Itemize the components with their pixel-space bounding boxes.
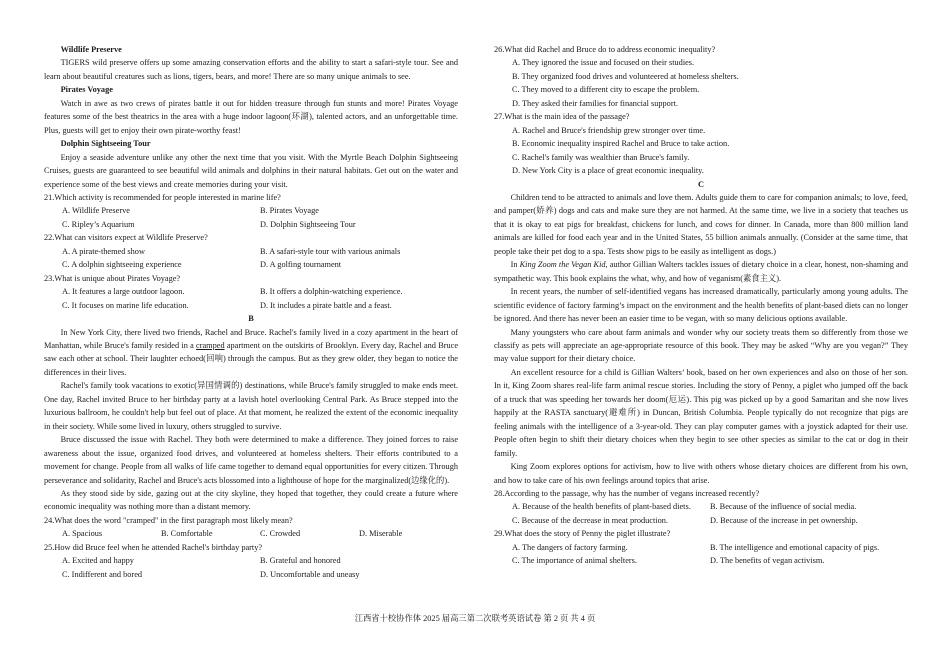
question-stem: 25.How did Bruce feel when he attended Rachel's birthday party? bbox=[44, 542, 263, 552]
option-a: A. A pirate-themed show bbox=[62, 246, 145, 256]
question-22 bbox=[44, 231, 458, 271]
wildlife-text: TIGERS wild preserve offers up some amazing conservation efforts and the ability to start a safari-style tour. See and learn about beautiful creatures such as lions, tigers, bears, and more! There are so many unique animals to see. bbox=[44, 58, 458, 81]
question-stem: 29.What does the story of Penny the piglet illustrate? bbox=[494, 529, 671, 539]
question-29 bbox=[494, 527, 908, 567]
option-d: D. They asked their families for financial support. bbox=[512, 98, 678, 108]
left-column bbox=[44, 43, 458, 581]
passage-c-paragraph-5: An excellent resource for a child is Gillian Walters’ book, based on her own experiences and also on those of her son. In it, King Zoom shares real-life farm animal rescue stories. Including the story of Penny, a piglet who jumped off the back of a truck that was speeding her towards her doom(厄运). This pig was picked up by a good Samaritan and she now lives happily at the RASTA sanctuary(避难所) in Duncan, British Columbia. People typically do not recognize that pigs are feeling animals with the intelligence of a 3-year-old. They can play computer games with a joystick adapted for their use. People often begin to shift their dietary choices when they begin to see other species as similar to the cat or dog in their family. bbox=[494, 367, 908, 458]
option-a: A. They ignored the issue and focused on their studies. bbox=[512, 58, 695, 68]
option-c: C. It focuses on marine life education. bbox=[62, 300, 189, 310]
page-footer: 江西省十校协作体 2025 届高三第二次联考英语试卷 第 2 页 共 4 页 bbox=[354, 614, 596, 623]
option-d: D. Dolphin Sightseeing Tour bbox=[260, 219, 356, 229]
question-stem: 24.What does the word "cramped" in the first paragraph most likely mean? bbox=[44, 515, 293, 525]
option-c: C. A dolphin sightseeing experience bbox=[62, 260, 182, 270]
option-c: C. Indifferent and bored bbox=[62, 569, 143, 579]
option-c: C. Ripley’s Aquarium bbox=[62, 219, 135, 229]
passage-b-paragraph-2: Rachel's family took vacations to exotic(异国情调的) destinations, while Bruce's family struggled to make ends meet. One day, Rachel invited Bruce to her birthday party at a lavish hotel overlooking Central Park. As Bruce stepped into the luxurious ballroom, he couldn't help but feel out of place. At that moment, he realized the extent of the economic inequality in their society. While some lived in luxury, others struggled to survive. bbox=[44, 381, 458, 431]
passage-c-paragraph-1: Children tend to be attracted to animals and love them. Adults guide them to care for companion animals; to love, feed, and pamper(娇养) dogs and cats and make sure they are not harmed. At the same time, we live in a society that teaches us that it is okay to eat pigs for breakfast, chickens for lunch, and cows for dinner. In Canada, more than 800 million land animals are killed for food each year and in the United States, 55 billion animals annually. (Consider at the same time, that people take their pet dog to a spa. Tests show pigs to be easily as intelligent as dogs.) bbox=[494, 192, 908, 256]
question-25 bbox=[44, 541, 458, 581]
question-23 bbox=[44, 272, 458, 312]
passage-b-paragraph-1 bbox=[44, 326, 458, 380]
dolphin-heading: Dolphin Sightseeing Tour bbox=[60, 139, 151, 149]
passage-c-paragraph-2 bbox=[494, 258, 908, 285]
section-c-heading: C bbox=[698, 179, 704, 189]
option-d: D. Miserable bbox=[359, 529, 403, 539]
question-stem: 26.What did Rachel and Bruce do to address economic inequality? bbox=[494, 45, 716, 54]
option-a: A. Because of the health benefits of plant-based diets. bbox=[512, 502, 691, 512]
passage-text: apartment on the outskirts of Brooklyn. Every day, Rachel and Bruce saw each other at school. Their laughter echoed(回响) through the campus. But as they grew older, they began to notice the differences in their lives. bbox=[44, 340, 459, 377]
question-stem: 21.Which activity is recommended for people interested in marine life? bbox=[44, 192, 281, 202]
option-b: B. It offers a dolphin-watching experience. bbox=[260, 287, 403, 297]
option-a: A. It features a large outdoor lagoon. bbox=[62, 287, 185, 297]
option-a: A. Wildlife Preserve bbox=[62, 206, 130, 216]
option-b: B. They organized food drives and volunteered at homeless shelters. bbox=[512, 71, 739, 81]
option-d: D. The benefits of vegan activism. bbox=[710, 556, 825, 566]
option-c: C. They moved to a different city to escape the problem. bbox=[512, 85, 700, 95]
passage-c-paragraph-6: King Zoom explores options for activism, how to live with others whose dietary choices are different from his own, and how to take care of his own feelings around topics that arise. bbox=[494, 462, 908, 485]
option-c: C. Because of the decrease in meat production. bbox=[512, 515, 668, 525]
passage-b-paragraph-4: As they stood side by side, gazing out at the city skyline, they hoped that together, they could create a future where economic inequality was nothing more than a distant memory. bbox=[44, 488, 458, 512]
option-d: D. New York City is a place of great economic inequality. bbox=[512, 166, 704, 176]
option-a: A. Excited and happy bbox=[62, 556, 134, 566]
passage-text: In New York City, there lived two friends, Rachel and Bruce. Rachel's family lived in a cozy apartment in the heart of Manhattan, while Bruce's family resided in a bbox=[44, 327, 458, 350]
option-d: D. Uncomfortable and uneasy bbox=[260, 569, 360, 579]
question-28 bbox=[494, 487, 908, 527]
question-21 bbox=[44, 191, 458, 231]
underlined-word: cramped bbox=[196, 340, 225, 350]
option-d: D. It includes a pirate battle and a feast. bbox=[260, 300, 392, 310]
section-b-heading: B bbox=[248, 314, 254, 324]
option-d: D. Because of the increase in pet ownership. bbox=[710, 515, 858, 525]
question-26 bbox=[494, 43, 908, 110]
option-b: B. A safari-style tour with various animals bbox=[260, 246, 401, 256]
question-27 bbox=[494, 110, 908, 177]
question-stem: 27.What is the main idea of the passage? bbox=[494, 112, 630, 122]
option-b: B. Comfortable bbox=[161, 529, 213, 539]
book-title: King Zoom the Vegan Kid bbox=[519, 260, 606, 270]
wildlife-heading: Wildlife Preserve bbox=[60, 45, 122, 54]
question-stem: 28.According to the passage, why has the number of vegans increased recently? bbox=[494, 488, 760, 498]
passage-c-paragraph-3: In recent years, the number of self-identified vegans has increased dramatically, particularly among young adults. The scientific evidence of factory farming’s impact on the environment and the health benefits of plant-based diets can no longer be ignored. And there has never been an easier time to be vegan, with so many delicious options available. bbox=[494, 287, 908, 324]
option-a: A. Rachel and Bruce's friendship grew stronger over time. bbox=[512, 125, 706, 135]
passage-text: , author Gillian Walters tackles issues of dietary choice in a clear, honest, non-shaming and sympathetic way. This book explains the what, why, and how of veganism(素食主义). bbox=[494, 260, 908, 283]
option-a: A. The dangers of factory farming. bbox=[512, 542, 628, 552]
passage-text: In bbox=[510, 260, 520, 270]
option-b: B. Because of the influence of social media. bbox=[710, 502, 857, 512]
passage-c-paragraph-4: Many youngsters who care about farm animals and wonder why our society treats them so differently from those we classify as pets will appreciate an age-appropriate resource of this book. They may be asked “Why are you vegan?” They may value support for their dietary choice. bbox=[494, 327, 908, 364]
option-d: D. A golfing tournament bbox=[260, 260, 342, 270]
dolphin-text: Enjoy a seaside adventure unlike any other the next time that you visit. With the Myrtle Beach Dolphin Sightseeing Cruises, guests are guaranteed to see beautiful wild animals and dolphins in their natural habitats. Get out on the water and experience some of the best views and create memories during your visit. bbox=[44, 152, 458, 189]
option-b: B. Grateful and honored bbox=[260, 556, 341, 566]
pirates-heading: Pirates Voyage bbox=[60, 85, 113, 95]
option-b: B. Economic inequality inspired Rachel and Bruce to take action. bbox=[512, 139, 730, 149]
option-c: C. Crowded bbox=[260, 529, 301, 539]
passage-b-paragraph-3: Bruce discussed the issue with Rachel. They both were determined to make a difference. They joined forces to raise awareness about the issue, organized food drives, and volunteered at homeless shelters. Their efforts contributed to a movement for change. People from all walks of life came together to demand equal opportunities for every citizen. Through perseverance and solidarity, Rachel and Bruce's acts blossomed into a lighthouse of hope for the marginalized(边缘化的). bbox=[44, 435, 458, 485]
pirates-text: Watch in awe as two crews of pirates battle it out for hidden treasure through fun stunts and more! Pirates Voyage features some of the best theatrics in the area with a huge indoor lagoon(环湖), talented actors, and an unforgettable time. Plus, guests will get to enjoy their own pirate-worthy feast! bbox=[44, 98, 458, 135]
question-24 bbox=[44, 514, 458, 541]
option-c: C. The importance of animal shelters. bbox=[512, 556, 637, 566]
question-stem: 23.What is unique about Pirates Voyage? bbox=[44, 273, 181, 283]
option-c: C. Rachel's family was wealthier than Bruce's family. bbox=[512, 152, 690, 162]
option-b: B. Pirates Voyage bbox=[260, 206, 319, 216]
option-a: A. Spacious bbox=[62, 529, 103, 539]
right-column bbox=[494, 43, 908, 568]
option-b: B. The intelligence and emotional capacity of pigs. bbox=[710, 542, 880, 552]
question-stem: 22.What can visitors expect at Wildlife Preserve? bbox=[44, 233, 208, 243]
